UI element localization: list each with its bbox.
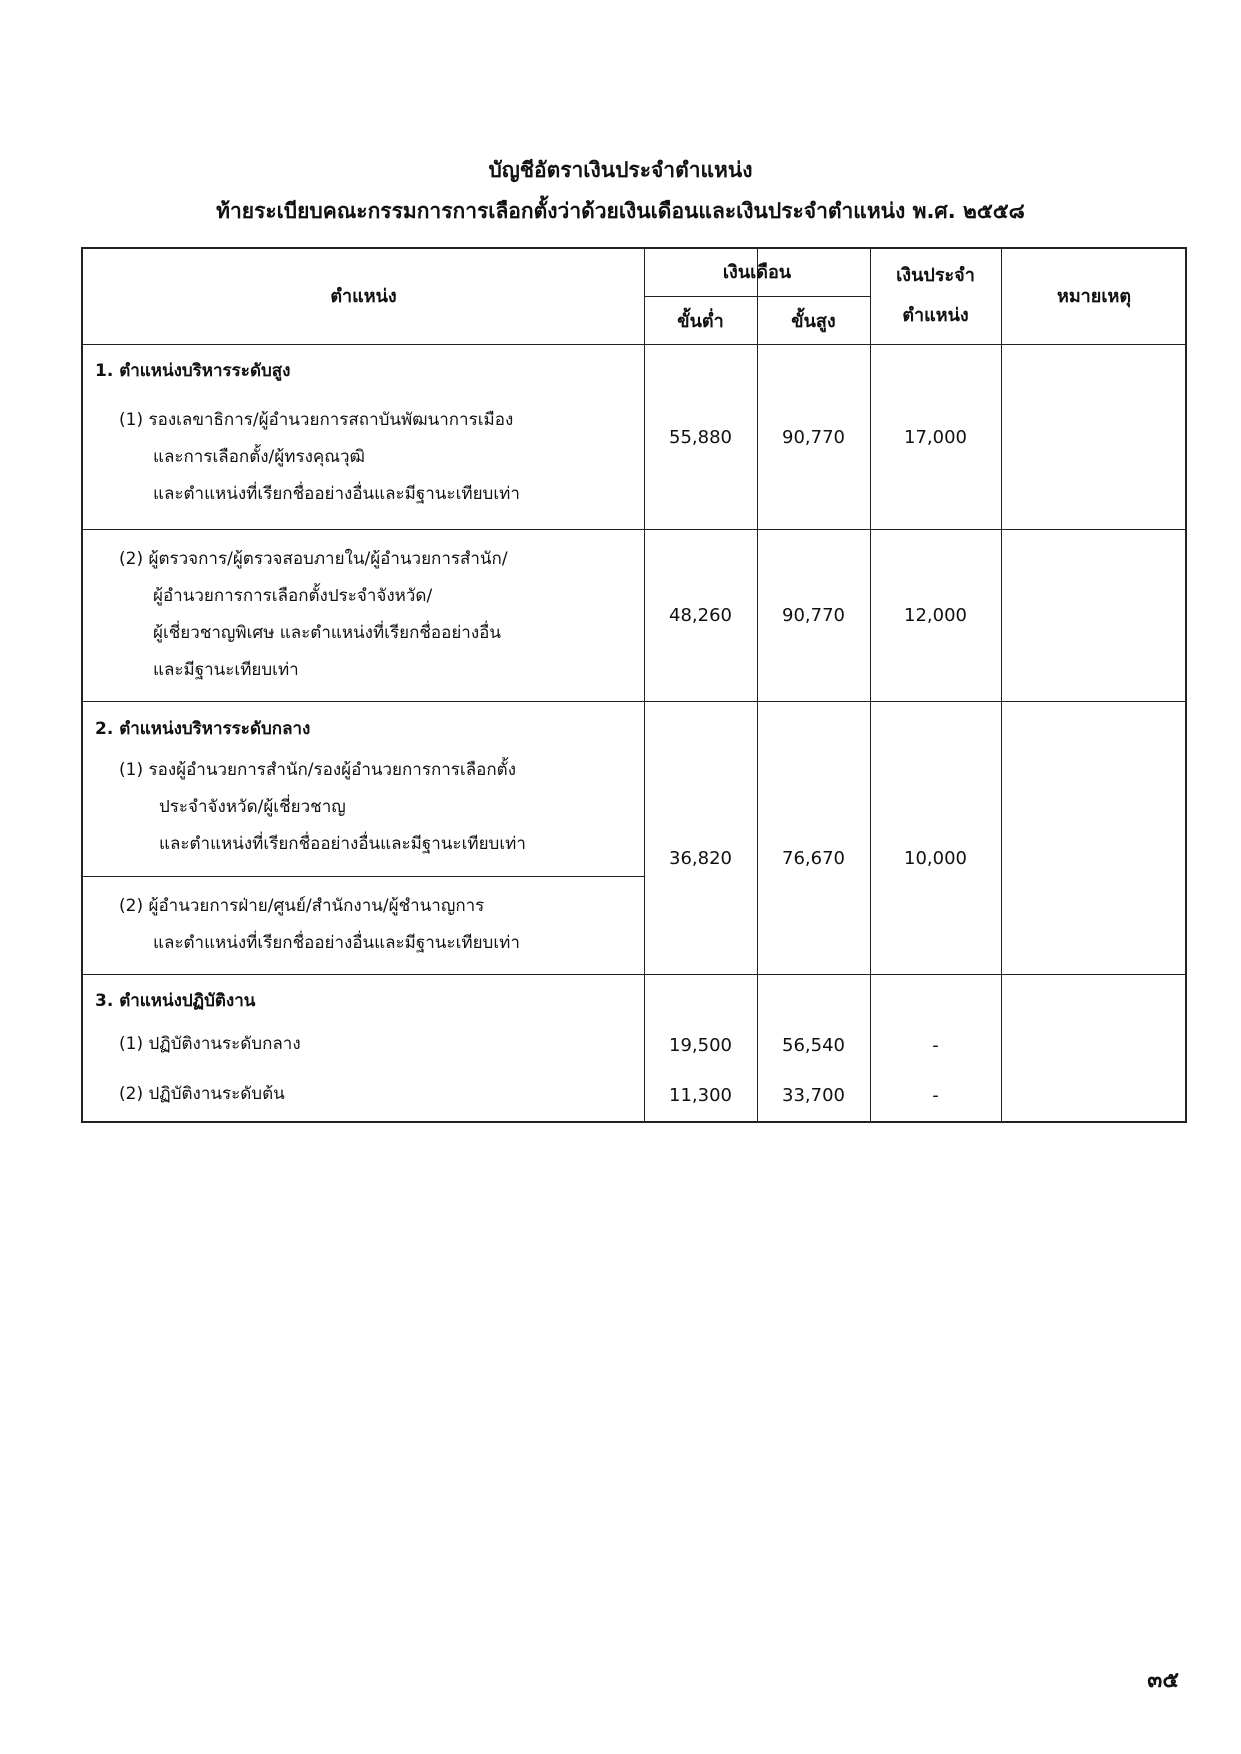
header-position: ตำแหน่ง: [330, 286, 397, 307]
item-label: ประจำจังหวัด/ผู้เชี่ยวชาญ: [159, 797, 346, 817]
allowance: 17,000: [904, 427, 967, 448]
column-divider: [757, 249, 758, 1121]
salary-max: 76,670: [782, 848, 845, 869]
item-label: (2) ปฏิบัติงานระดับต้น: [119, 1084, 285, 1104]
salary-header-divider: [644, 296, 870, 297]
section-heading: 2. ตำแหน่งบริหารระดับกลาง: [95, 719, 311, 739]
item-label: และการเลือกตั้ง/ผู้ทรงคุณวุฒิ: [153, 447, 365, 467]
salary-min: 36,820: [669, 848, 732, 869]
item-label: (1) รองผู้อำนวยการสำนัก/รองผู้อำนวยการการเลือกตั้ง: [119, 760, 517, 780]
row-divider: [83, 974, 1185, 975]
salary-min: 55,880: [669, 427, 732, 448]
header-allowance: ตำแหน่ง: [902, 305, 969, 326]
item-label: และตำแหน่งที่เรียกชื่ออย่างอื่นและมีฐานะเทียบเท่า: [153, 484, 520, 504]
salary-max: 90,770: [782, 427, 845, 448]
column-divider: [1001, 249, 1002, 1121]
section-heading: 3. ตำแหน่งปฏิบัติงาน: [95, 991, 256, 1011]
item-label: (2) ผู้อำนวยการฝ่าย/ศูนย์/สำนักงาน/ผู้ชำนาญการ: [119, 896, 485, 916]
item-label: ผู้เชี่ยวชาญพิเศษ และตำแหน่งที่เรียกชื่ออย่างอื่น: [153, 623, 501, 643]
item-label: ผู้อำนวยการการเลือกตั้งประจำจังหวัด/: [153, 586, 433, 606]
row-divider: [83, 701, 1185, 702]
item-label: และมีฐานะเทียบเท่า: [153, 660, 299, 680]
allowance: 12,000: [904, 605, 967, 626]
salary-table: [81, 247, 1187, 1123]
salary-min: 11,300: [669, 1085, 732, 1106]
allowance: -: [932, 1085, 939, 1106]
row-divider: [83, 876, 644, 877]
header-min: ขั้นต่ำ: [677, 311, 724, 332]
header-allowance: เงินประจำ: [896, 265, 975, 286]
header-salary: เงินเดือน: [722, 262, 792, 283]
salary-max: 90,770: [782, 605, 845, 626]
page-number: ๓๕: [1147, 1668, 1179, 1693]
allowance: 10,000: [904, 848, 967, 869]
column-divider: [644, 249, 645, 1121]
item-label: และตำแหน่งที่เรียกชื่ออย่างอื่นและมีฐานะเทียบเท่า: [153, 933, 520, 953]
salary-max: 56,540: [782, 1035, 845, 1056]
salary-max: 33,700: [782, 1085, 845, 1106]
header-remarks: หมายเหตุ: [1056, 286, 1132, 307]
row-divider: [83, 344, 1185, 345]
item-label: และตำแหน่งที่เรียกชื่ออย่างอื่นและมีฐานะเทียบเท่า: [159, 834, 526, 854]
row-divider: [83, 529, 1185, 530]
allowance: -: [932, 1035, 939, 1056]
item-label: (2) ผู้ตรวจการ/ผู้ตรวจสอบภายใน/ผู้อำนวยการสำนัก/: [119, 549, 508, 569]
document-title: บัญชีอัตราเงินประจำตำแหน่ง: [488, 158, 753, 182]
column-divider: [870, 249, 871, 1121]
document-subtitle: ท้ายระเบียบคณะกรรมการการเลือกตั้งว่าด้วยเงินเดือนและเงินประจำตำแหน่ง พ.ศ. ๒๕๕๘: [216, 199, 1025, 223]
item-label: (1) ปฏิบัติงานระดับกลาง: [119, 1034, 301, 1054]
header-max: ขั้นสูง: [791, 311, 836, 332]
salary-min: 48,260: [669, 605, 732, 626]
salary-min: 19,500: [669, 1035, 732, 1056]
item-label: (1) รองเลขาธิการ/ผู้อำนวยการสถาบันพัฒนาการเมือง: [119, 410, 514, 430]
section-heading: 1. ตำแหน่งบริหารระดับสูง: [95, 361, 291, 381]
